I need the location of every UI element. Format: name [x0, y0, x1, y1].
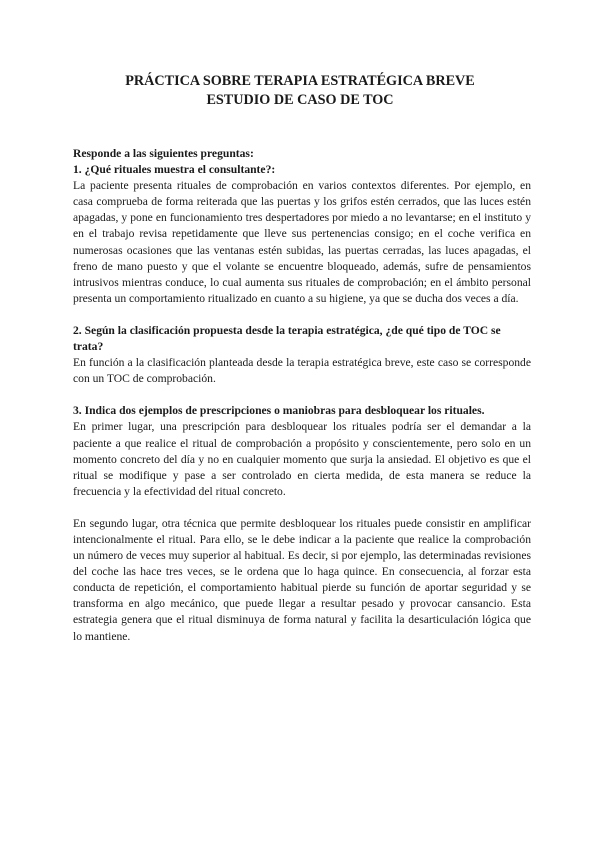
section-spacer: [73, 307, 531, 323]
instruction-text: Responde a las siguientes preguntas:: [73, 147, 254, 160]
document-body: [73, 146, 531, 645]
paragraph-spacer: [73, 500, 531, 516]
document-title: [0, 72, 600, 110]
question-3-answer-2: En segundo lugar, otra técnica que permite desbloquear los rituales puede consistir en amplificar intencionalmente el ritual. Para ello, se le debe indicar a la paciente que realice la comprobación un número de veces muy superior al habitual. Es decir, si por ejemplo, las determinadas revisiones del coche las hace tres veces, se le ordena que lo haga quince. En consecuencia, al forzar esta conducta de repetición, el comportamiento habitual pierde su función de aportar seguridad y se transforma en algo mecánico, que puede llegar a resultar pesado y provocar cansancio. Esta estrategia genera que el ritual disminuya de forma natural y facilita la desarticulación lógica que lo mantiene.: [73, 516, 531, 643]
question-3-answer-1: En primer lugar, una prescripción para desbloquear los rituales podría ser el demandar a la paciente a que realice el ritual de comprobación a propósito y conscientemente, pero solo en un momento concreto del día y no en cualquier momento que surja la ansiedad. El objetivo es que el ritual se modifique y pase a ser controlado en cierta medida, de esta manera se reduce la frecuencia y la efectividad del ritual concreto.: [73, 420, 531, 498]
question-3-title: 3. Indica dos ejemplos de prescripciones o maniobras para desbloquear los rituales.: [73, 404, 485, 418]
question-1-answer: La paciente presenta rituales de comprobación en varios contextos diferentes. Por ejemplo, en casa comprueba de forma reiterada que las puertas y los grifos estén cerrados, que las luces estén apagadas, y pone en funcionamiento tres despertadores por miedo a no levantarse; en el instituto y en el trabajo revisa repetidamente que lleve sus pertenencias consigo; en el coche verifica en numerosas ocasiones que las ventanas estén subidas, las puertas cerradas, las luces apagadas, el freno de mano puesto y que el volante se encuentre bloqueado, además, sufre de pensamientos intrusivos mientras conduce, lo cual aumenta sus rituales de comprobación; en el ámbito personal presenta un comportamiento ritualizado en cuanto a su higiene, ya que se ducha dos veces a día.: [73, 179, 531, 305]
title-line-2: ESTUDIO DE CASO DE TOC: [206, 92, 394, 108]
question-1-title: 1. ¿Qué rituales muestra el consultante?:: [73, 163, 276, 177]
question-2-answer: En función a la clasificación planteada desde la terapia estratégica breve, este caso se corresponde con un TOC de comprobación.: [73, 356, 531, 386]
question-2-title: 2. Según la clasificación propuesta desde la terapia estratégica, ¿de qué tipo de TOC se trata?: [73, 323, 501, 354]
section-spacer: [73, 387, 531, 403]
title-line-1: PRÁCTICA SOBRE TERAPIA ESTRATÉGICA BREVE: [125, 73, 475, 89]
